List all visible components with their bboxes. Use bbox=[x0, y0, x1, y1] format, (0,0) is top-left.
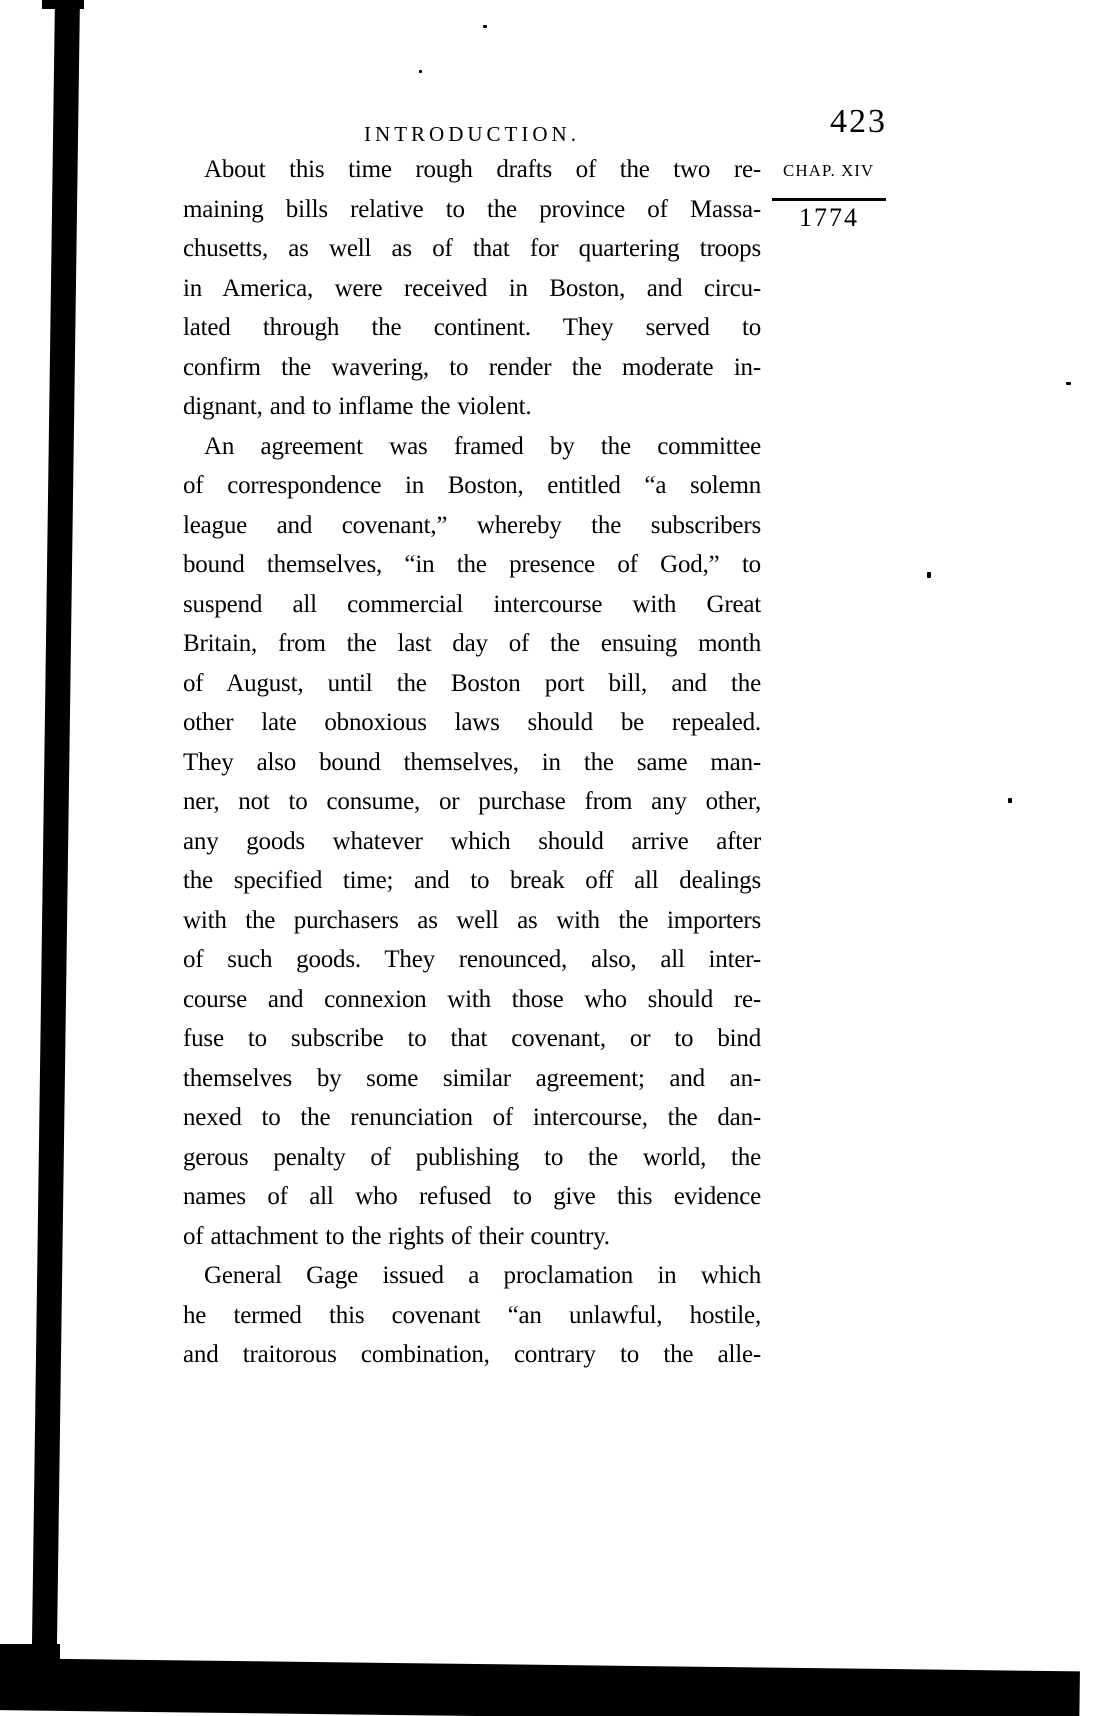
margin-rule bbox=[772, 198, 886, 201]
text-line: of such goods. They renounced, also, all inter- bbox=[183, 946, 761, 973]
text-line: other late obnoxious laws should be repealed. bbox=[183, 709, 761, 736]
page-number: 423 bbox=[830, 103, 887, 140]
text-line: he termed this covenant “an unlawful, hostile, bbox=[183, 1301, 761, 1329]
margin-chapter-note: CHAP. XIV bbox=[783, 161, 875, 180]
text-line: any goods whatever which should arrive after bbox=[183, 827, 761, 855]
bottom-scan-band bbox=[0, 1658, 1080, 1716]
text-line: An agreement was framed by the committee bbox=[204, 432, 761, 460]
scan-speck bbox=[1008, 798, 1012, 803]
text-line: themselves by some similar agreement; and an- bbox=[183, 1064, 761, 1092]
text-line: nexed to the renunciation of intercourse, the dan- bbox=[183, 1104, 761, 1131]
running-header: INTRODUCTION. bbox=[364, 122, 580, 146]
margin-year-note: 1774 bbox=[799, 203, 859, 232]
text-line: dignant, and to inflame the violent. bbox=[183, 393, 532, 420]
text-line: suspend all commercial intercourse with Great bbox=[183, 590, 761, 618]
gutter-shadow-band bbox=[32, 0, 80, 1664]
text-line: of correspondence in Boston, entitled “a solemn bbox=[183, 472, 761, 499]
scan-speck bbox=[483, 25, 487, 28]
text-line: with the purchasers as well as with the importers bbox=[183, 906, 761, 934]
text-line: in America, were received in Boston, and circu- bbox=[183, 274, 761, 302]
text-line: of August, until the Boston port bill, and the bbox=[183, 669, 761, 697]
paragraph bbox=[183, 150, 761, 427]
text-line: chusetts, as well as of that for quartering troops bbox=[183, 235, 761, 262]
text-line: league and covenant,” whereby the subscribers bbox=[183, 511, 761, 539]
paragraph bbox=[183, 427, 761, 1257]
text-line: General Gage issued a proclamation in which bbox=[204, 1262, 761, 1289]
text-line: confirm the wavering, to render the moderate in- bbox=[183, 353, 761, 381]
text-line: of attachment to the rights of their country. bbox=[183, 1222, 610, 1250]
text-line: fuse to subscribe to that covenant, or to bind bbox=[183, 1025, 761, 1052]
gutter-shadow-top-notch bbox=[42, 0, 84, 9]
scan-speck bbox=[419, 70, 422, 73]
text-line: Britain, from the last day of the ensuing month bbox=[183, 630, 761, 657]
scan-speck bbox=[1066, 382, 1071, 385]
text-line: course and connexion with those who should re- bbox=[183, 985, 761, 1013]
text-line: bound themselves, “in the presence of God,” to bbox=[183, 551, 761, 578]
scan-speck bbox=[927, 572, 931, 578]
paragraph bbox=[183, 1256, 761, 1375]
text-line: ner, not to consume, or purchase from any other, bbox=[183, 788, 761, 815]
text-line: and traitorous combination, contrary to the alle- bbox=[183, 1341, 761, 1368]
text-line: About this time rough drafts of the two re- bbox=[204, 156, 761, 183]
text-line: lated through the continent. They served to bbox=[183, 314, 761, 341]
text-line: the specified time; and to break off all dealings bbox=[183, 867, 761, 894]
text-line: They also bound themselves, in the same man- bbox=[183, 748, 761, 776]
page-body-text bbox=[183, 150, 761, 1375]
text-line: maining bills relative to the province of Massa- bbox=[183, 195, 761, 223]
text-line: names of all who refused to give this evidence bbox=[183, 1183, 761, 1210]
text-line: gerous penalty of publishing to the world, the bbox=[183, 1143, 761, 1171]
